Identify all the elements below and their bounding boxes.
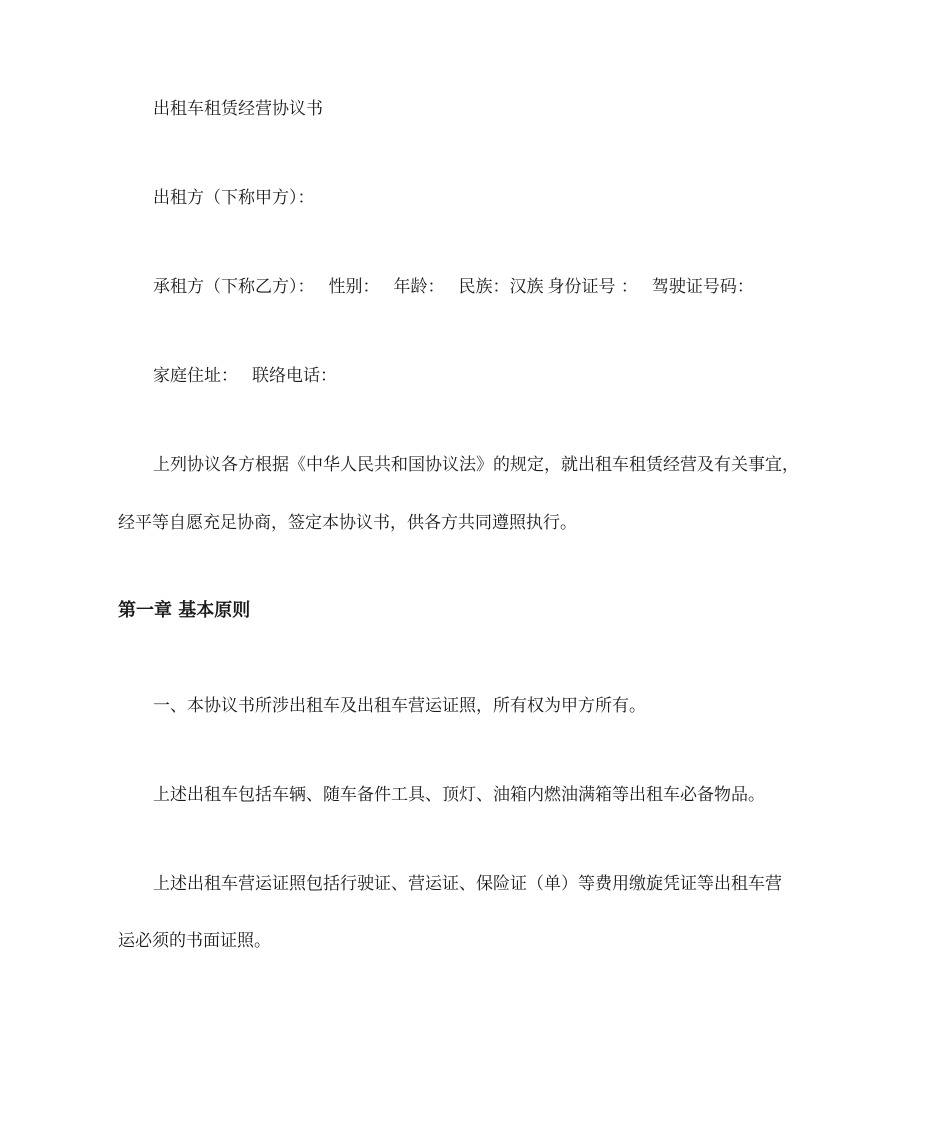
vehicle-scope: 上述出租车包括车辆、随车备件工具、顶灯、油箱内燃油满箱等出租车必备物品。	[153, 785, 765, 805]
lessee-line	[153, 275, 754, 299]
phone-label: 联络电话：	[252, 366, 337, 386]
address-label: 家庭住址：	[153, 366, 238, 386]
permit-scope-line-2: 运必须的书面证照。	[118, 931, 271, 951]
contact-line	[153, 364, 337, 388]
id-label: 身份证号 ：	[547, 277, 638, 297]
document-title: 出租车租赁经营协议书	[153, 99, 323, 119]
ethnicity-value: 汉族	[509, 277, 544, 297]
license-label: 驾驶证号码：	[651, 277, 754, 297]
lessee-label: 承租方（下称乙方）：	[153, 277, 315, 297]
gender-label: 性别：	[328, 277, 380, 297]
preamble-line-1: 上列协议各方根据《中华人民共和国协议法》的规定，就出租车租赁经营及有关事宜，	[153, 455, 799, 475]
ethnicity-label: 民族：	[458, 277, 510, 297]
lessor-line: 出租方（下称甲方）：	[153, 188, 315, 208]
permit-scope-line-1: 上述出租车营运证照包括行驶证、营运证、保险证（单）等费用缴旋凭证等出租车营	[153, 874, 782, 894]
preamble-line-2: 经平等自愿充足协商，签定本协议书，供各方共同遵照执行。	[118, 513, 577, 533]
clause-1: 一、本协议书所涉出租车及出租车营运证照，所有权为甲方所有。	[153, 696, 646, 716]
chapter-heading: 第一章 基本原则	[118, 600, 251, 621]
age-label: 年龄：	[393, 277, 445, 297]
